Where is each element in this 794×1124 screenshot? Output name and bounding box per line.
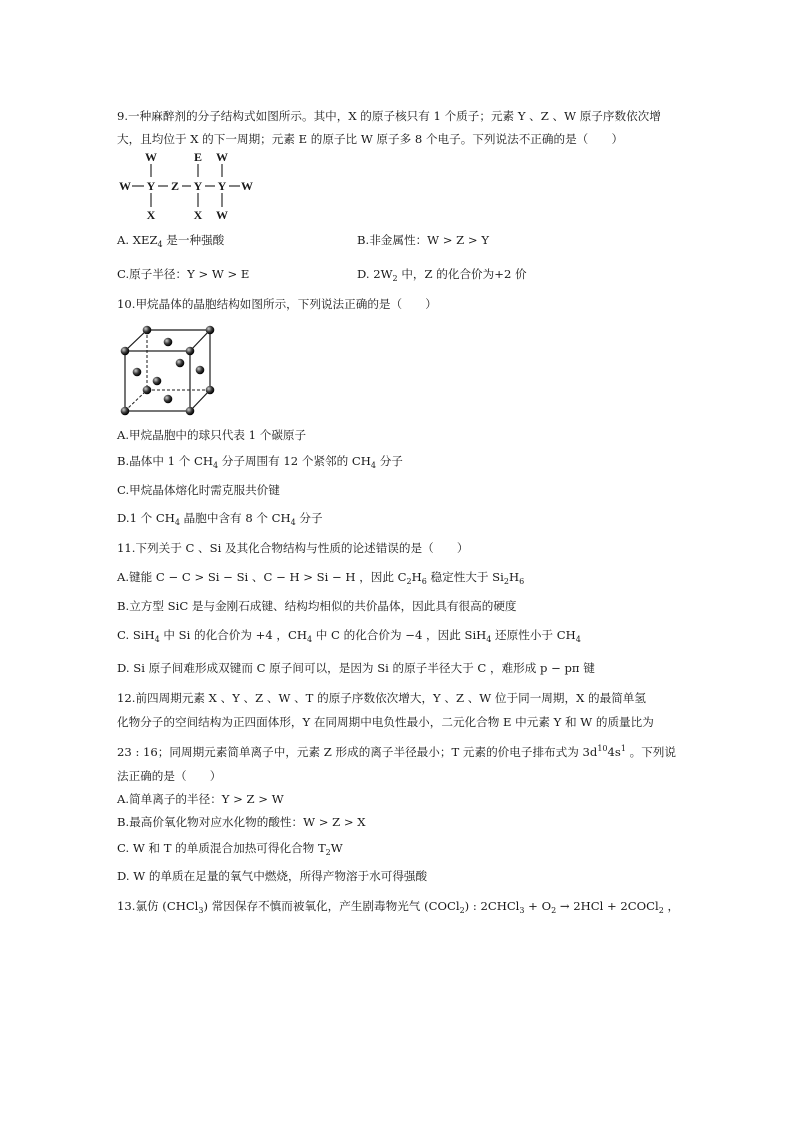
atom-x-bot1: X [146, 208, 156, 222]
q12-stem-line4: 法正确的是（ ） [117, 769, 222, 783]
q12-stem-line3: 23 : 16；同周期元素简单离子中，元素 Z 形成的离子半径最小；T 元素的价电子排布式为 $3d^{10}4s^1$ 。下列说 [117, 744, 676, 759]
atom-y1: Y [146, 179, 156, 193]
q10-option-c: C.甲烷晶体熔化时需克服共价键 [117, 483, 280, 497]
q13-stem: 13.氯仿 (CHCl$_3$) 常因保存不慎而被氧化，产生剧毒物光气 (COCl$_2$) : 2CHCl$_3$ + $O_2 \to 2HCl$ + 2COCl$_2$ ， [117, 899, 680, 915]
q10-methane-unit-cell-diagram [117, 323, 217, 418]
q12-option-a: A.简单离子的半径：Y > Z > W [117, 792, 284, 806]
q9-option-c: C.原子半径：Y > W > E [117, 267, 250, 281]
q12-stem-line2: 化物分子的空间结构为正四面体形，Y 在同周期中电负性最小，二元化合物 E 中元素 Y 和 W 的质量比为 [117, 715, 654, 729]
q9-molecule-structure [116, 150, 266, 225]
q9-stem-line2: 大，且均位于 X 的下一周期；元素 E 的原子比 W 原子多 8 个电子。下列说法不正确的是（ ） [117, 132, 624, 146]
q10-option-b: B.晶体中 1 个 $CH_4$ 分子周围有 12 个紧邻的 $CH_4$ 分子 [117, 454, 403, 470]
q12-option-b: B.最高价氧化物对应水化物的酸性：W > Z > X [117, 815, 366, 829]
q9-option-a: A. $XEZ_4$ 是一种强酸 [117, 233, 225, 249]
q9-option-b: B.非金属性：W > Z > Y [357, 233, 489, 247]
atom-y3: Y [217, 179, 227, 193]
atom-e-top: E [193, 150, 203, 164]
q10-option-a: A.甲烷晶胞中的球只代表 1 个碳原子 [117, 428, 307, 442]
atom-w-left: W [119, 179, 131, 193]
atom-w-top2: W [216, 150, 228, 164]
atom-y2: Y [193, 179, 203, 193]
q11-option-c: C. SiH$_4$ 中 Si 的化合价为 +4 ，$CH_4$ 中 C 的化合价为 −4 ，因此 SiH$_4$ 还原性小于 $CH_4$ [117, 628, 581, 644]
q12-option-c: C. W 和 T 的单质混合加热可得化合物 $T_2W$ [117, 841, 343, 857]
q10-stem: 10.甲烷晶体的晶胞结构如图所示，下列说法正确的是（ ） [117, 297, 437, 311]
q9-option-d: D. $2W_2$ 中，Z 的化合价为+2 价 [357, 267, 527, 283]
atom-w-right: W [241, 179, 253, 193]
q12-option-d: D. W 的单质在足量的氧气中燃烧，所得产物溶于水可得强酸 [117, 869, 428, 883]
atom-z: Z [170, 179, 180, 193]
q9-stem-line1: 9.一种麻醉剂的分子结构式如图所示。其中，X 的原子核只有 1 个质子；元素 Y 、Z 、W 原子序数依次增 [117, 109, 661, 123]
atom-x-bot2: X [193, 208, 203, 222]
atom-w-bot: W [216, 208, 228, 222]
atom-w-top1: W [145, 150, 157, 164]
q10-option-d: D.1 个 $CH_4$ 晶胞中含有 8 个 $CH_4$ 分子 [117, 511, 323, 527]
q11-option-b: B.立方型 SiC 是与金刚石成键、结构均相似的共价晶体，因此具有很高的硬度 [117, 599, 517, 613]
q12-stem-line1: 12.前四周期元素 X 、Y 、Z 、W 、T 的原子序数依次增大，Y 、Z 、W 位于同一周期，X 的最简单氢 [117, 691, 646, 705]
q11-option-a: A.键能 C − C > Si − Si 、C − H > Si − H ，因此 $C_2H_6$ 稳定性大于 $Si_2H_6$ [117, 570, 525, 586]
q11-option-d: D. Si 原子间难形成双键而 C 原子间可以，是因为 Si 的原子半径大于 C ，难形成 p − pπ 键 [117, 661, 595, 675]
q11-stem: 11.下列关于 C 、Si 及其化合物结构与性质的论述错误的是（ ） [117, 541, 469, 555]
